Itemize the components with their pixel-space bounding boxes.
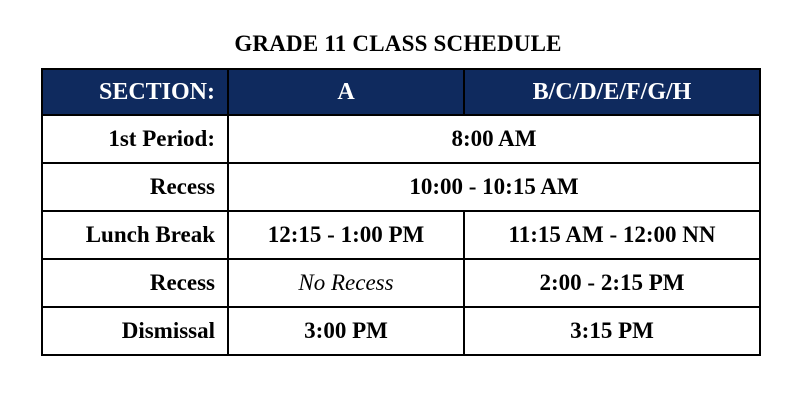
- table-row: [42, 259, 760, 307]
- recess-morning-time: 10:00 - 10:15 AM: [228, 163, 760, 211]
- header-section-a: A: [228, 69, 464, 115]
- row-label-dismissal: Dismissal: [42, 307, 228, 355]
- header-sections-b-to-h: B/C/D/E/F/G/H: [464, 69, 760, 115]
- page-title: GRADE 11 CLASS SCHEDULE: [234, 31, 562, 56]
- table-header-row: [42, 69, 760, 115]
- lunch-break-sections-b-to-h: 11:15 AM - 12:00 NN: [464, 211, 760, 259]
- first-period-time: 8:00 AM: [228, 115, 760, 163]
- row-label-lunch-break: Lunch Break: [42, 211, 228, 259]
- table-row: [42, 307, 760, 355]
- row-label-first-period: 1st Period:: [42, 115, 228, 163]
- lunch-break-section-a: 12:15 - 1:00 PM: [228, 211, 464, 259]
- header-section-label: SECTION:: [42, 69, 228, 115]
- recess-afternoon-sections-b-to-h: 2:00 - 2:15 PM: [464, 259, 760, 307]
- dismissal-sections-b-to-h: 3:15 PM: [464, 307, 760, 355]
- table-row: [42, 211, 760, 259]
- table-row: [42, 115, 760, 163]
- row-label-recess-morning: Recess: [42, 163, 228, 211]
- table-row: [42, 163, 760, 211]
- dismissal-section-a: 3:00 PM: [228, 307, 464, 355]
- schedule-table: [41, 68, 761, 356]
- row-label-recess-afternoon: Recess: [42, 259, 228, 307]
- recess-afternoon-section-a: No Recess: [228, 259, 464, 307]
